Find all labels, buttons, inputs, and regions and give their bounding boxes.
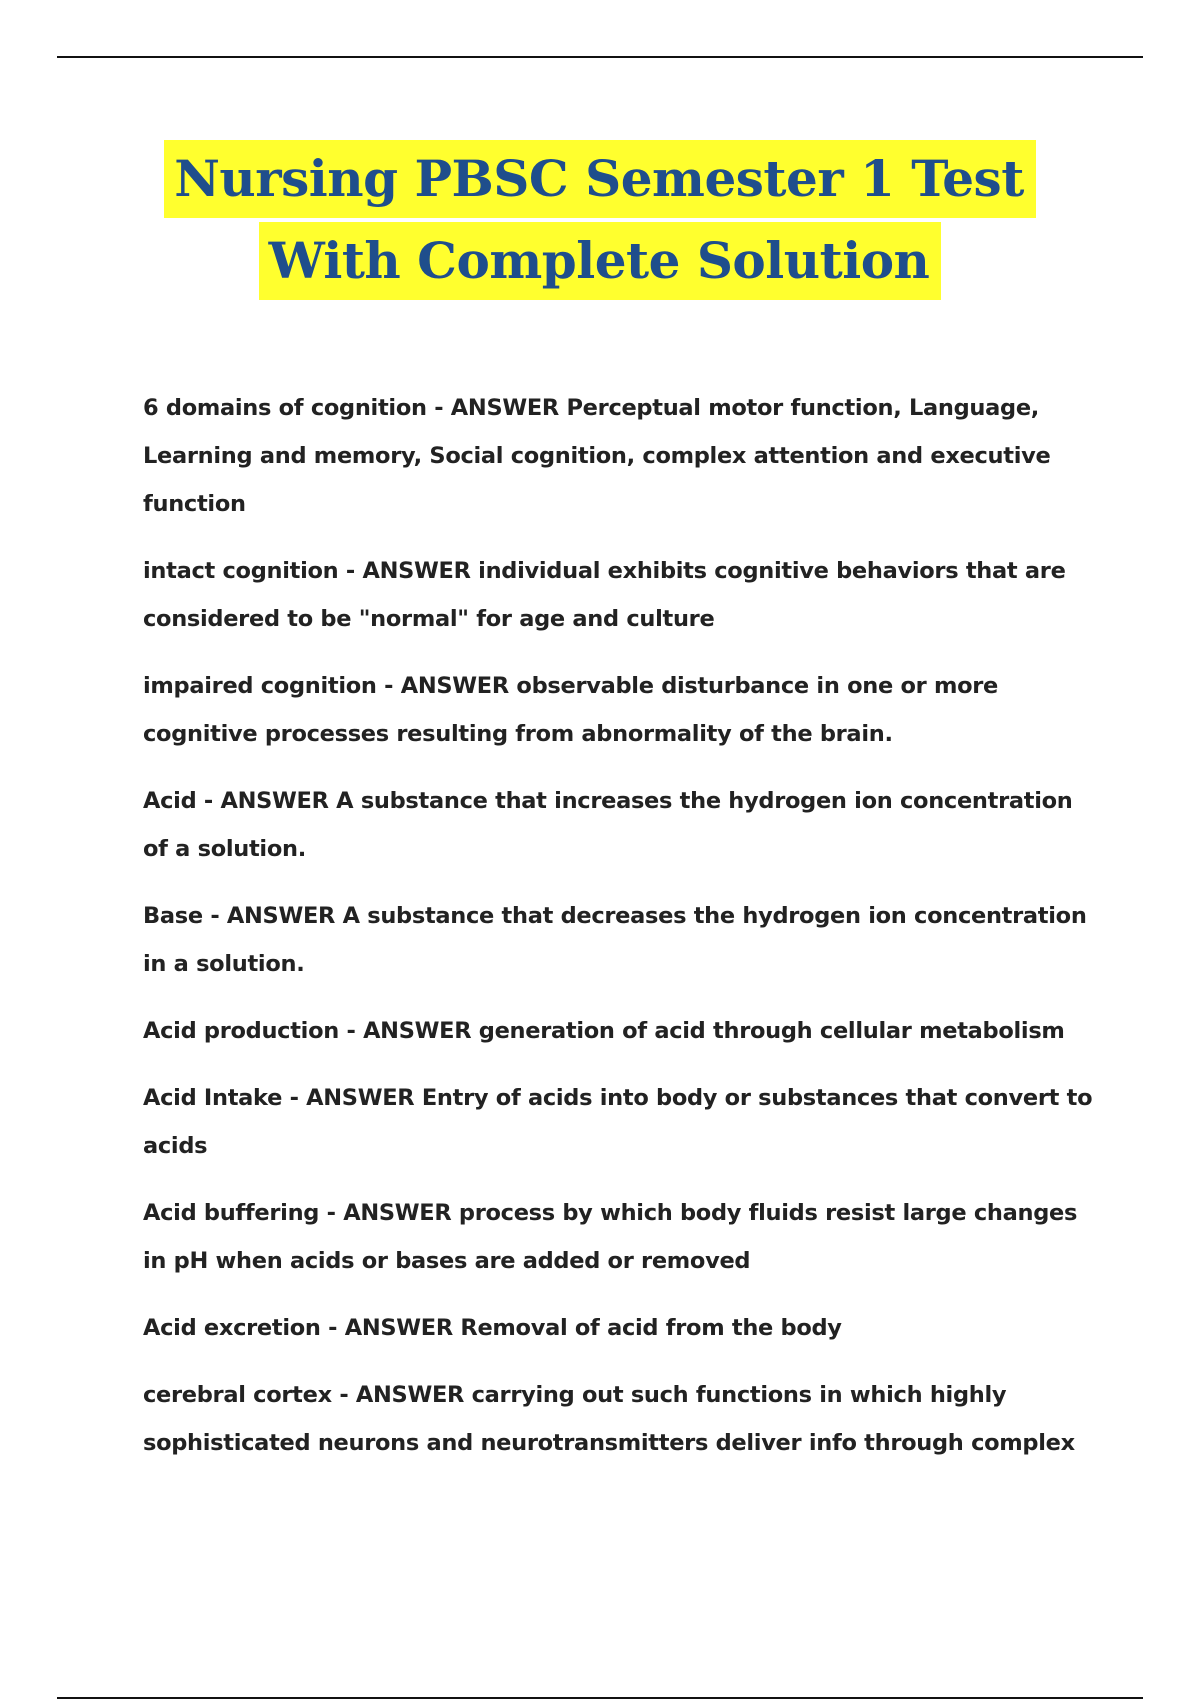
qa-entry: Acid Intake - ANSWER Entry of acids into body or substances that convert to acids — [143, 1085, 1093, 1159]
qa-entry: 6 domains of cognition - ANSWER Perceptual motor function, Language, Learning and memory, Social cognition, complex attention and executive function — [143, 395, 1051, 517]
document-title — [0, 140, 1200, 300]
qa-entry: Base - ANSWER A substance that decreases the hydrogen ion concentration in a solution. — [143, 903, 1087, 977]
qa-entry: cerebral cortex - ANSWER carrying out such functions in which highly sophisticated neurons and neurotransmitters deliver info through complex — [143, 1382, 1075, 1456]
top-rule — [57, 56, 1143, 58]
qa-entry: Acid - ANSWER A substance that increases the hydrogen ion concentration of a solution. — [143, 788, 1073, 862]
qa-entry: intact cognition - ANSWER individual exhibits cognitive behaviors that are considered to be "normal" for age and culture — [143, 558, 1066, 632]
qa-entry: impaired cognition - ANSWER observable disturbance in one or more cognitive processes resulting from abnormality of the brain. — [143, 673, 999, 747]
title-line-1: Nursing PBSC Semester 1 Test — [164, 140, 1036, 218]
title-line-2: With Complete Solution — [259, 222, 942, 300]
qa-entry: Acid buffering - ANSWER process by which body fluids resist large changes in pH when acids or bases are added or removed — [143, 1200, 1078, 1274]
qa-list — [143, 384, 1103, 1486]
qa-entry: Acid production - ANSWER generation of acid through cellular metabolism — [143, 1018, 1065, 1044]
bottom-rule — [57, 1697, 1143, 1699]
qa-entry: Acid excretion - ANSWER Removal of acid from the body — [143, 1315, 842, 1341]
